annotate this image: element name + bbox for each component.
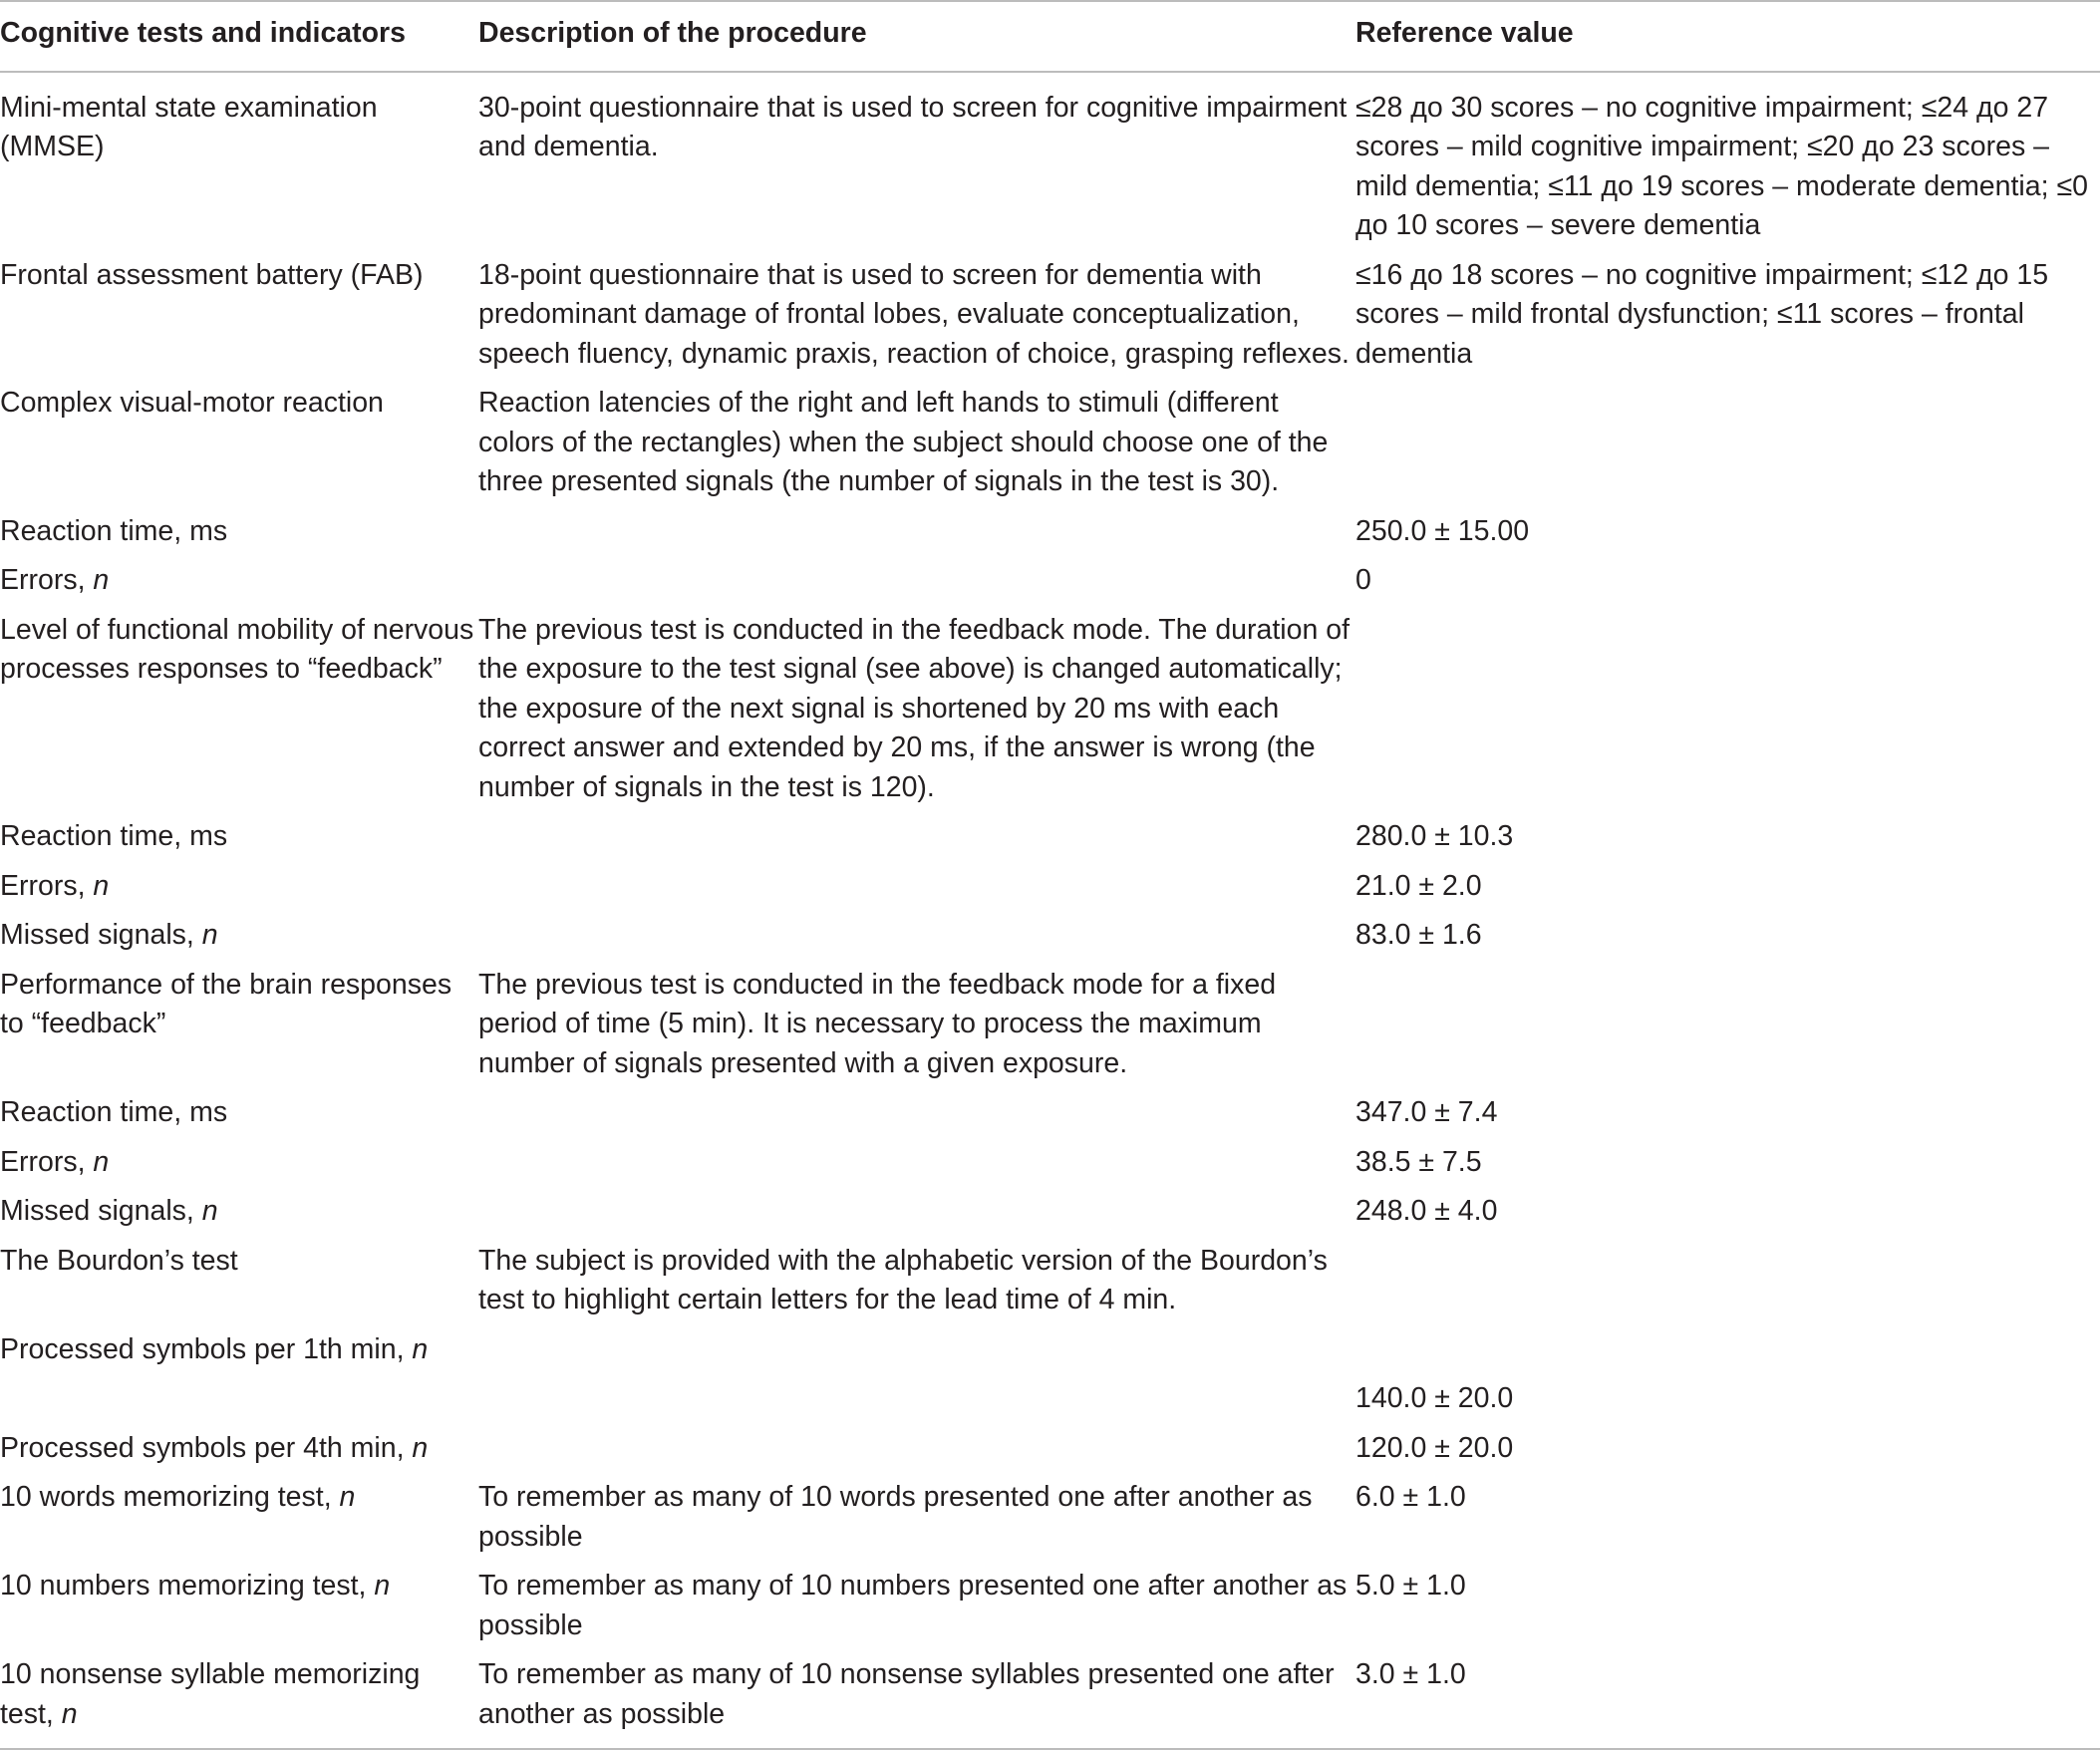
test-name: 10 words memorizing test,	[0, 1481, 340, 1513]
table-row	[0, 1651, 2100, 1749]
test-name: Level of functional mobility of nervous processes responses to “feedback”	[0, 613, 474, 685]
description-cell: To remember as many of 10 nonsense syllables presented one after another as possible	[478, 1651, 1355, 1749]
test-name: Performance of the brain responses to “feedback”	[0, 968, 452, 1039]
table-row	[0, 912, 2100, 962]
reference-value-cell: 5.0 ± 1.0	[1355, 1570, 1466, 1602]
test-name-cell	[0, 252, 478, 381]
test-unit: n	[374, 1570, 391, 1602]
table-row	[0, 1326, 2100, 1376]
test-name: Processed symbols per 4th min,	[0, 1431, 413, 1464]
test-name: Frontal assessment battery (FAB)	[0, 258, 424, 291]
table-header	[0, 1, 2100, 72]
table-row	[0, 813, 2100, 863]
description-cell: 30-point questionnaire that is used to screen for cognitive impairment and dementia.	[478, 91, 1348, 162]
table-body	[0, 72, 2100, 1750]
test-name: Complex visual-motor reaction	[0, 387, 384, 419]
description-cell	[478, 1089, 1355, 1139]
table-row	[0, 1474, 2100, 1563]
test-name-cell	[0, 1474, 478, 1563]
test-name-cell	[0, 962, 478, 1090]
description-cell	[478, 1188, 1355, 1238]
test-name-cell	[0, 1139, 478, 1189]
header-tests: Cognitive tests and indicators	[0, 1, 478, 72]
reference-value-cell: 120.0 ± 20.0	[1355, 1431, 1514, 1464]
test-unit: n	[412, 1332, 429, 1365]
reference-value-cell	[1355, 1326, 2100, 1376]
test-name: Missed signals,	[0, 1195, 202, 1227]
reference-value-cell	[1355, 962, 2100, 1090]
test-name: Reaction time, ms	[0, 820, 228, 852]
table-row	[0, 962, 2100, 1090]
table-row	[0, 1425, 2100, 1475]
reference-value-cell: 250.0 ± 15.00	[1355, 514, 1530, 547]
table-row	[0, 1139, 2100, 1189]
reference-value-cell: 3.0 ± 1.0	[1355, 1651, 2100, 1749]
reference-value-cell	[1355, 1238, 2100, 1326]
test-name-cell	[0, 1188, 478, 1238]
reference-value-cell: 21.0 ± 2.0	[1355, 869, 1482, 902]
test-name: Errors,	[0, 564, 94, 596]
description-cell	[478, 1326, 1355, 1376]
test-unit: n	[93, 869, 110, 902]
table-row	[0, 863, 2100, 913]
test-unit: n	[201, 919, 218, 951]
test-name-cell	[0, 1563, 478, 1651]
test-unit: n	[339, 1481, 356, 1513]
description-cell: 18-point questionnaire that is used to screen for dementia with predominant damage of frontal lobes, evaluate conceptualization, speech fluency, dynamic praxis, reaction of choice, grasping reflexes.	[478, 258, 1350, 370]
reference-value-cell	[1355, 380, 2100, 508]
description-cell: The previous test is conducted in the feedback mode for a fixed period of time (5 min). It is necessary to process the maximum number of signals presented with a given exposure.	[478, 968, 1277, 1079]
reference-value-cell: 140.0 ± 20.0	[1355, 1382, 1514, 1414]
description-cell: The previous test is conducted in the feedback mode. The duration of the exposure to the test signal (see above) is changed automatically; the exposure of the next signal is shortened by 20 ms with each correct answer and extended by 20 ms, if the answer is wrong (the number of signals in the test is 120).	[478, 613, 1350, 803]
table-row	[0, 508, 2100, 558]
test-name-cell	[0, 912, 478, 962]
test-name-cell	[0, 813, 478, 863]
reference-value-cell: 6.0 ± 1.0	[1355, 1481, 1466, 1513]
test-name-cell	[0, 557, 478, 607]
test-name: Processed symbols per 1th min,	[0, 1332, 413, 1365]
table-row	[0, 380, 2100, 508]
description-cell: The subject is provided with the alphabetic version of the Bourdon’s test to highlight certain letters for the lead time of 4 min.	[478, 1244, 1328, 1315]
reference-value-cell: 248.0 ± 4.0	[1355, 1195, 1498, 1227]
table-row	[0, 607, 2100, 814]
table-row	[0, 1563, 2100, 1651]
test-unit: n	[61, 1697, 78, 1730]
test-name: Errors,	[0, 1145, 94, 1178]
test-name: 10 nonsense syllable memorizing test,	[0, 1658, 421, 1730]
test-name: Errors,	[0, 869, 94, 902]
table-row	[0, 72, 2100, 252]
test-name-cell	[0, 380, 478, 508]
reference-value-cell: 280.0 ± 10.3	[1355, 820, 1514, 852]
reference-value-cell: 0	[1355, 564, 1371, 596]
table-row	[0, 1188, 2100, 1238]
reference-value-cell: 347.0 ± 7.4	[1355, 1096, 1498, 1128]
table-row	[0, 1375, 2100, 1425]
reference-value-cell: 83.0 ± 1.6	[1355, 919, 1482, 951]
test-unit: n	[201, 1195, 218, 1227]
test-name-cell	[0, 1425, 478, 1475]
reference-value-cell: ≤16 до 18 scores – no cognitive impairment; ≤12 до 15 scores – mild frontal dysfunction; ≤11 scores – frontal dementia	[1355, 258, 2049, 370]
test-unit: n	[93, 564, 110, 596]
test-name: 10 numbers memorizing test,	[0, 1570, 375, 1602]
test-name-cell	[0, 1651, 478, 1749]
table-row	[0, 557, 2100, 607]
header-row	[0, 1, 2100, 72]
test-name-cell	[0, 863, 478, 913]
reference-value-cell	[1355, 607, 2100, 814]
description-cell	[478, 1425, 1355, 1475]
test-name-cell	[0, 607, 478, 814]
test-name: The Bourdon’s test	[0, 1244, 238, 1277]
description-cell	[478, 557, 1355, 607]
header-reference: Reference value	[1355, 1, 2100, 72]
description-cell	[478, 1139, 1355, 1189]
description-cell	[478, 912, 1355, 962]
test-name: Mini-mental state examination (MMSE)	[0, 91, 378, 162]
test-name-cell	[0, 1326, 478, 1376]
test-unit: n	[412, 1431, 429, 1464]
test-name-cell	[0, 508, 478, 558]
description-cell: Reaction latencies of the right and left hands to stimuli (different colors of the rectangles) when the subject should choose one of the three presented signals (the number of signals in the test is 30).	[478, 387, 1329, 497]
description-cell	[478, 863, 1355, 913]
test-name-cell	[0, 1089, 478, 1139]
test-name: Reaction time, ms	[0, 514, 228, 547]
test-name-cell	[0, 1238, 478, 1326]
test-name-cell	[0, 72, 478, 252]
header-description: Description of the procedure	[478, 1, 1355, 72]
description-cell: To remember as many of 10 numbers presented one after another as possible	[478, 1570, 1348, 1641]
table-row	[0, 252, 2100, 381]
reference-value-cell: 38.5 ± 7.5	[1355, 1145, 1482, 1178]
reference-value-cell: ≤28 до 30 scores – no cognitive impairment; ≤24 до 27 scores – mild cognitive impairment; ≤20 до 23 scores – mild dementia; ≤11 до 19 scores – moderate dementia; ≤0 до 10 scores – severe dementia	[1355, 91, 2088, 241]
description-cell	[478, 508, 1355, 558]
table-row	[0, 1238, 2100, 1326]
description-cell: To remember as many of 10 words presented one after another as possible	[478, 1481, 1313, 1553]
table-row	[0, 1089, 2100, 1139]
test-name: Missed signals,	[0, 919, 202, 951]
description-cell	[478, 813, 1355, 863]
test-name-cell	[0, 1375, 478, 1425]
test-unit: n	[93, 1145, 110, 1178]
description-cell	[478, 1375, 1355, 1425]
test-name: Reaction time, ms	[0, 1096, 228, 1128]
